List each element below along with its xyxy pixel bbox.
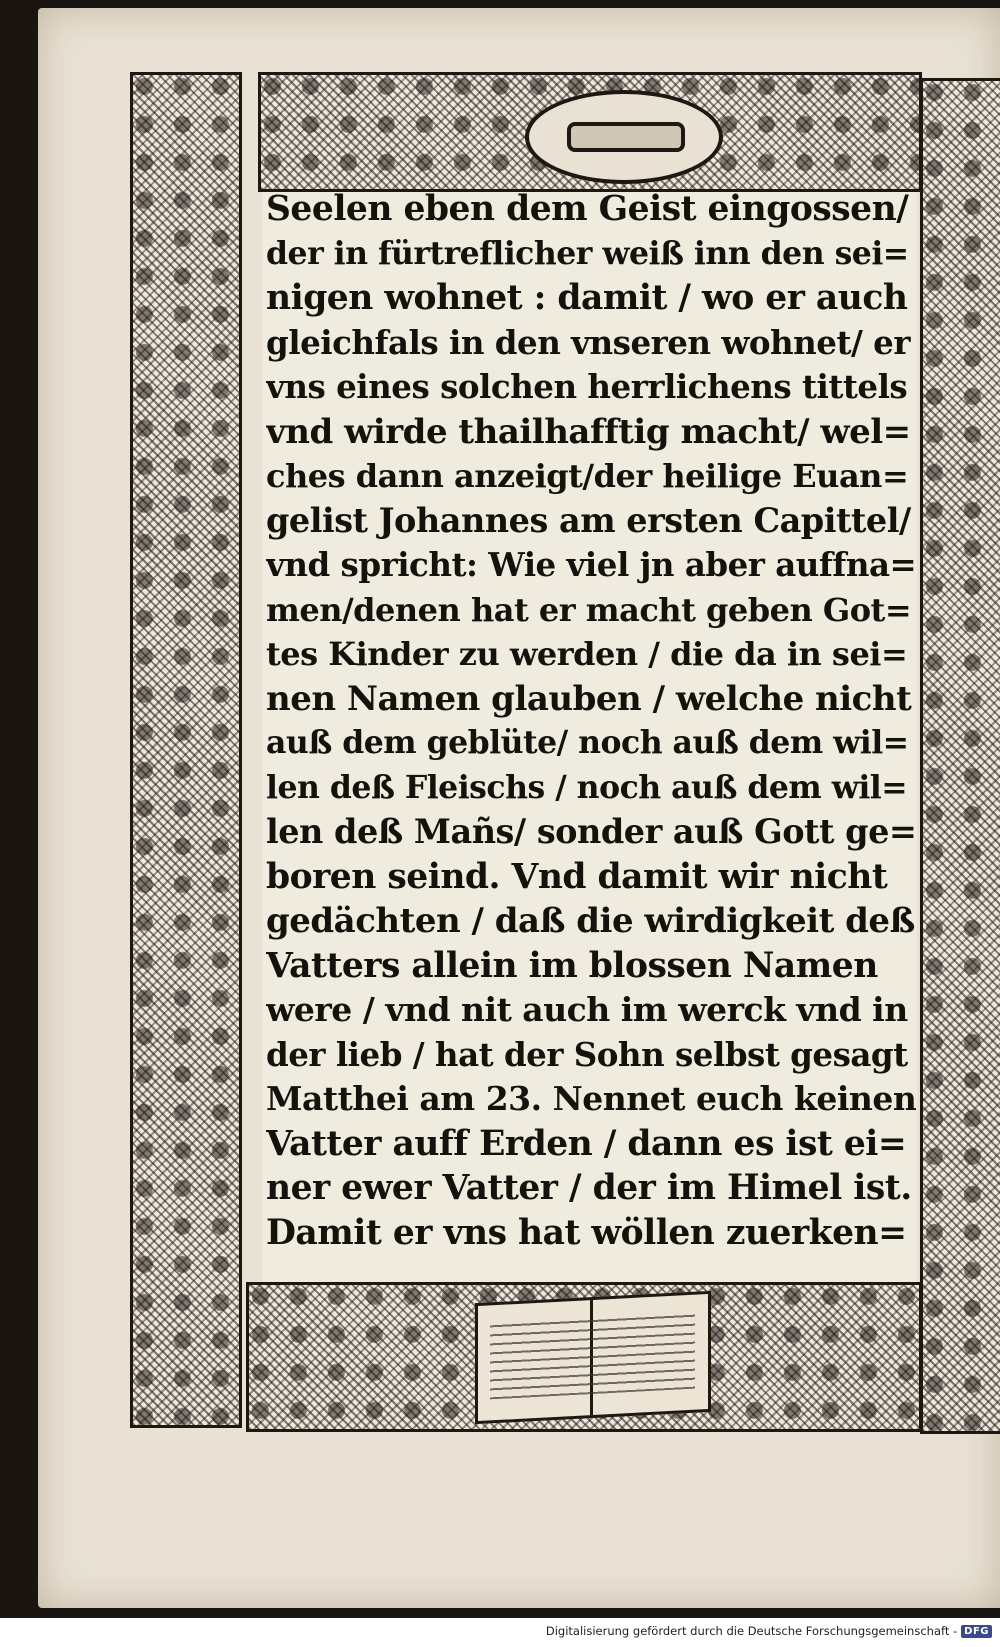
text-line: auß dem geblüte/ noch auß dem wil= bbox=[266, 724, 909, 761]
footer-text: Digitalisierung gefördert durch die Deutsche Forschungsgemeinschaft - bbox=[545, 1624, 958, 1638]
left-woodcut-border bbox=[130, 72, 242, 1428]
text-line: Damit er vns hat wöllen zuerken= bbox=[266, 1213, 907, 1253]
text-line: gedächten / daß die wirdigkeit deß bbox=[266, 901, 915, 941]
text-line: der lieb / hat der Sohn selbst gesagt bbox=[266, 1035, 908, 1074]
text-line: len deß Mañs/ sonder auß Gott ge= bbox=[266, 812, 916, 851]
text-line: Vatter auff Erden / dann es ist ei= bbox=[266, 1124, 907, 1164]
text-line: der in fürtreflicher weiß inn den sei= bbox=[266, 235, 909, 272]
text-line: gelist Johannes am ersten Capittel/ bbox=[266, 501, 911, 540]
text-line: len deß Fleischs / noch auß dem wil= bbox=[266, 769, 908, 806]
text-line: tes Kinder zu werden / die da in sei= bbox=[266, 635, 908, 673]
text-line: vns eines solchen herrlichens tittels bbox=[266, 367, 908, 406]
text-line: nigen wohnet : damit / wo er auch bbox=[266, 278, 908, 318]
text-line: were / vnd nit auch im werck vnd in bbox=[266, 990, 908, 1029]
text-line: vnd spricht: Wie viel jn aber auffna= bbox=[266, 545, 916, 584]
right-woodcut-border bbox=[920, 78, 1000, 1434]
text-line: nen Namen glauben / welche nicht bbox=[266, 679, 912, 719]
text-line: boren seind. Vnd damit wir nicht bbox=[266, 857, 888, 897]
text-line: men/denen hat er macht geben Got= bbox=[266, 591, 912, 629]
open-book-ornament bbox=[475, 1291, 711, 1424]
text-line: ner ewer Vatter / der im Himel ist. bbox=[266, 1168, 912, 1208]
text-line: gleichfals in den vnseren wohnet/ er bbox=[266, 323, 910, 362]
text-line: vnd wirde thailhafftig macht/ wel= bbox=[266, 412, 911, 452]
text-line: Seelen eben dem Geist eingossen/ bbox=[266, 189, 909, 229]
text-line: Vatters allein im blossen Namen bbox=[266, 946, 878, 986]
text-line: ches dann anzeigt/der heilige Euan= bbox=[266, 457, 909, 495]
footer-credit bbox=[546, 1624, 992, 1638]
dfg-logo-icon: DFG bbox=[961, 1625, 992, 1638]
top-emblem-ornament bbox=[525, 90, 723, 184]
text-line: Matthei am 23. Nennet euch keinen bbox=[266, 1079, 916, 1118]
